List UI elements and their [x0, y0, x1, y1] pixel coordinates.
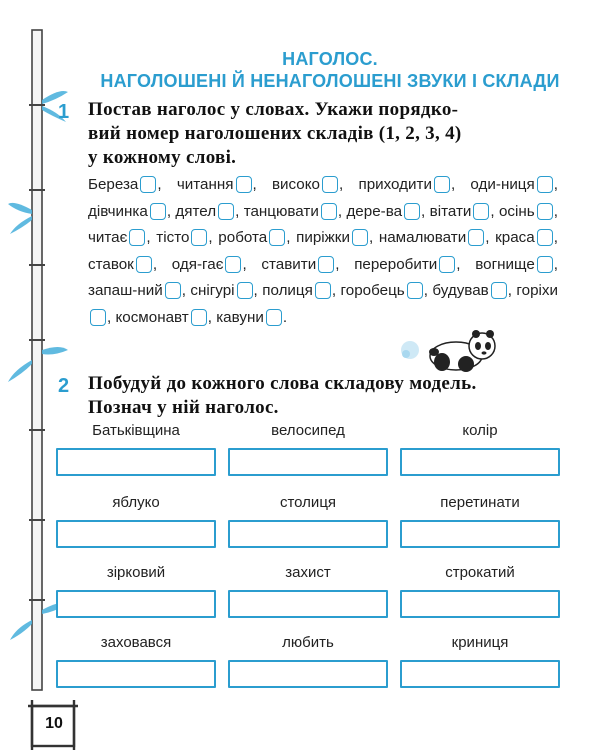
word-punctuation: ,	[339, 176, 359, 193]
word-item	[499, 203, 558, 220]
syllable-model-answer-box[interactable]	[400, 520, 560, 548]
word-text: пиріжки	[296, 229, 350, 246]
syllable-model-answer-box[interactable]	[56, 520, 216, 548]
word-text: краса	[495, 229, 535, 246]
word-punctuation: ,	[335, 255, 355, 273]
word-item	[346, 203, 429, 220]
page-title	[60, 48, 600, 92]
title-line-1: НАГОЛОС.	[282, 49, 378, 69]
syllable-model-cell	[228, 420, 388, 476]
word-punctuation: ,	[368, 229, 379, 246]
stress-number-box[interactable]	[150, 203, 166, 220]
word-punctuation: ,	[553, 229, 558, 246]
word-punctuation: ,	[166, 202, 176, 220]
word-punctuation: ,	[553, 202, 558, 220]
word-text: космонавт	[115, 308, 189, 326]
word-punctuation: ,	[337, 202, 347, 220]
word-text: танцювати	[243, 202, 319, 220]
word-item	[261, 256, 354, 273]
syllable-model-answer-box[interactable]	[56, 590, 216, 618]
word-punctuation: ,	[253, 282, 263, 299]
word-text: робота	[218, 229, 268, 246]
word-item	[218, 229, 296, 246]
syllable-model-cell	[228, 562, 388, 618]
stress-number-box[interactable]	[468, 229, 484, 246]
exercise-1-word-list	[88, 172, 558, 331]
exercise-1-number: 1	[58, 101, 70, 123]
word-punctuation: ,	[235, 202, 244, 220]
word-item	[88, 203, 175, 220]
panda-icon	[396, 322, 504, 376]
word-text: читання	[176, 176, 234, 193]
word-item	[172, 256, 262, 273]
syllable-model-cell	[228, 632, 388, 688]
exercise-1-instruction-line: вий номер наголошених складів (1, 2, 3, 4)	[88, 123, 462, 144]
word-punctuation: ,	[157, 176, 177, 193]
syllable-word-label: любить	[282, 634, 334, 651]
exercise-2-instruction-line: Познач у ній наголос.	[88, 397, 279, 418]
word-item	[88, 282, 190, 299]
syllable-word-label: заховався	[100, 634, 172, 651]
syllable-model-answer-box[interactable]	[400, 448, 560, 476]
syllable-model-cell	[400, 562, 560, 618]
word-text: кавуни	[216, 308, 264, 326]
syllable-model-answer-box[interactable]	[56, 660, 216, 688]
word-text: високо	[271, 176, 320, 193]
syllable-word-label: Батьківщина	[92, 422, 180, 439]
stress-number-box[interactable]	[269, 229, 285, 246]
syllable-model-answer-box[interactable]	[56, 448, 216, 476]
exercise-1-instruction-line: Постав наголос у словах. Укажи порядко-	[88, 99, 459, 120]
word-punctuation: ,	[146, 229, 157, 246]
exercise-1-instruction-line: у кожному слові.	[88, 147, 237, 168]
word-item	[115, 309, 216, 326]
word-punctuation: ,	[286, 229, 297, 246]
exercise-1-instruction	[88, 98, 558, 170]
word-item	[88, 176, 177, 193]
word-item	[432, 282, 516, 299]
word-punctuation: ,	[107, 308, 116, 326]
syllable-model-cell	[400, 632, 560, 688]
word-punctuation: ,	[485, 229, 496, 246]
word-item	[354, 256, 475, 273]
word-text: вітати	[429, 202, 472, 220]
word-item	[495, 229, 558, 246]
word-item	[175, 203, 243, 220]
syllable-model-cell	[56, 632, 216, 688]
word-item	[244, 203, 347, 220]
stress-number-box[interactable]	[318, 256, 334, 273]
stress-number-box[interactable]	[321, 203, 337, 220]
syllable-word-label: криниця	[451, 634, 509, 651]
stress-number-box[interactable]	[537, 229, 553, 246]
word-punctuation: ,	[152, 255, 172, 273]
word-punctuation: ,	[490, 202, 499, 220]
word-punctuation: ,	[553, 176, 558, 193]
stress-number-box[interactable]	[191, 309, 207, 326]
exercise-2-instruction	[88, 372, 558, 420]
exercise-2-number: 2	[58, 375, 70, 397]
syllable-word-label: строкатий	[445, 564, 515, 581]
title-line-2: НАГОЛОШЕНІ Й НЕНАГОЛОШЕНІ ЗВУКИ І СКЛАДИ	[100, 71, 560, 91]
word-text: переробити	[354, 255, 438, 273]
word-text: Береза	[88, 176, 139, 193]
word-text: ставок	[88, 255, 134, 273]
stress-number-box[interactable]	[140, 176, 156, 193]
word-text: оди-ниця	[470, 176, 535, 193]
word-item	[475, 256, 558, 273]
stress-number-box[interactable]	[322, 176, 338, 193]
word-text: горіхи	[516, 282, 558, 299]
word-text: ставити	[261, 255, 317, 273]
word-text: снігурі	[190, 282, 235, 299]
word-punctuation: ,	[252, 176, 272, 193]
word-item	[156, 229, 218, 246]
syllable-word-label: захист	[285, 564, 331, 581]
word-text: полиця	[262, 282, 313, 299]
word-text: осінь	[498, 202, 535, 220]
syllable-word-label: столиця	[279, 494, 337, 511]
exercise-2-instruction-line: Побудуй до кожного слова складову модель.	[88, 373, 477, 394]
syllable-model-answer-box[interactable]	[400, 660, 560, 688]
word-text: вогнище	[475, 255, 535, 273]
word-item	[262, 282, 340, 299]
word-text: намалювати	[378, 229, 467, 246]
syllable-model-cell	[400, 492, 560, 548]
word-text: приходити	[358, 176, 432, 193]
stress-number-box[interactable]	[404, 203, 420, 220]
stress-number-box[interactable]	[225, 256, 241, 273]
stress-number-box[interactable]	[537, 203, 553, 220]
word-text: дівчинка	[88, 202, 148, 220]
syllable-model-cell	[56, 492, 216, 548]
stress-number-box[interactable]	[218, 203, 234, 220]
word-text: запаш-ний	[88, 282, 163, 299]
page-number: 10	[45, 715, 63, 732]
word-item	[296, 229, 379, 246]
stress-number-box[interactable]	[537, 176, 553, 193]
syllable-word-label: велосипед	[271, 422, 345, 439]
stress-number-box[interactable]	[407, 282, 423, 299]
word-item	[430, 203, 499, 220]
word-item	[341, 282, 433, 299]
word-text: дятел	[175, 202, 217, 220]
word-text: тісто	[156, 229, 190, 246]
syllable-model-cell	[56, 562, 216, 618]
word-item	[190, 282, 262, 299]
stress-number-box[interactable]	[439, 256, 455, 273]
stress-number-box[interactable]	[315, 282, 331, 299]
word-punctuation: ,	[208, 229, 219, 246]
word-punctuation: ,	[456, 255, 476, 273]
syllable-model-answer-box[interactable]	[228, 448, 388, 476]
stress-number-box[interactable]	[434, 176, 450, 193]
syllable-word-label: яблуко	[112, 494, 160, 511]
word-punctuation: .	[282, 308, 288, 326]
stress-number-box[interactable]	[537, 256, 553, 273]
stress-number-box[interactable]	[352, 229, 368, 246]
word-punctuation: ,	[242, 255, 262, 273]
stress-number-box[interactable]	[236, 176, 252, 193]
stress-number-box[interactable]	[266, 309, 282, 326]
word-punctuation: ,	[507, 282, 517, 299]
word-text: горобець	[340, 282, 405, 299]
word-item	[358, 176, 470, 193]
word-item	[88, 229, 156, 246]
syllable-model-cell	[228, 492, 388, 548]
syllable-word-label: колір	[462, 422, 498, 439]
syllable-word-label: перетинати	[440, 494, 520, 511]
word-punctuation: ,	[553, 255, 558, 273]
word-punctuation: ,	[450, 176, 471, 193]
stress-number-box[interactable]	[136, 256, 152, 273]
syllable-word-label: зірковий	[106, 564, 166, 581]
stress-number-box[interactable]	[191, 229, 207, 246]
stress-number-box[interactable]	[473, 203, 489, 220]
word-punctuation: ,	[331, 282, 341, 299]
syllable-model-answer-box[interactable]	[228, 660, 388, 688]
word-item	[272, 176, 359, 193]
syllable-model-cell	[56, 420, 216, 476]
word-punctuation: ,	[423, 282, 433, 299]
word-text: читає	[88, 229, 128, 246]
word-item	[470, 176, 558, 193]
syllable-model-answer-box[interactable]	[400, 590, 560, 618]
syllable-model-cell	[400, 420, 560, 476]
stress-number-box[interactable]	[129, 229, 145, 246]
syllable-model-answer-box[interactable]	[228, 590, 388, 618]
word-item	[88, 256, 172, 273]
word-item	[379, 229, 495, 246]
word-text: одя-гає	[171, 255, 224, 273]
word-text: дере-ва	[346, 202, 403, 220]
stress-number-box[interactable]	[491, 282, 507, 299]
word-item	[216, 309, 287, 326]
stress-number-box[interactable]	[90, 309, 106, 326]
word-text: будував	[432, 282, 489, 299]
stress-number-box[interactable]	[165, 282, 181, 299]
word-punctuation: ,	[207, 308, 217, 326]
word-punctuation: ,	[421, 202, 430, 220]
word-punctuation: ,	[181, 282, 191, 299]
syllable-model-answer-box[interactable]	[228, 520, 388, 548]
bamboo-decoration	[28, 0, 48, 753]
stress-number-box[interactable]	[237, 282, 253, 299]
word-item	[177, 176, 272, 193]
